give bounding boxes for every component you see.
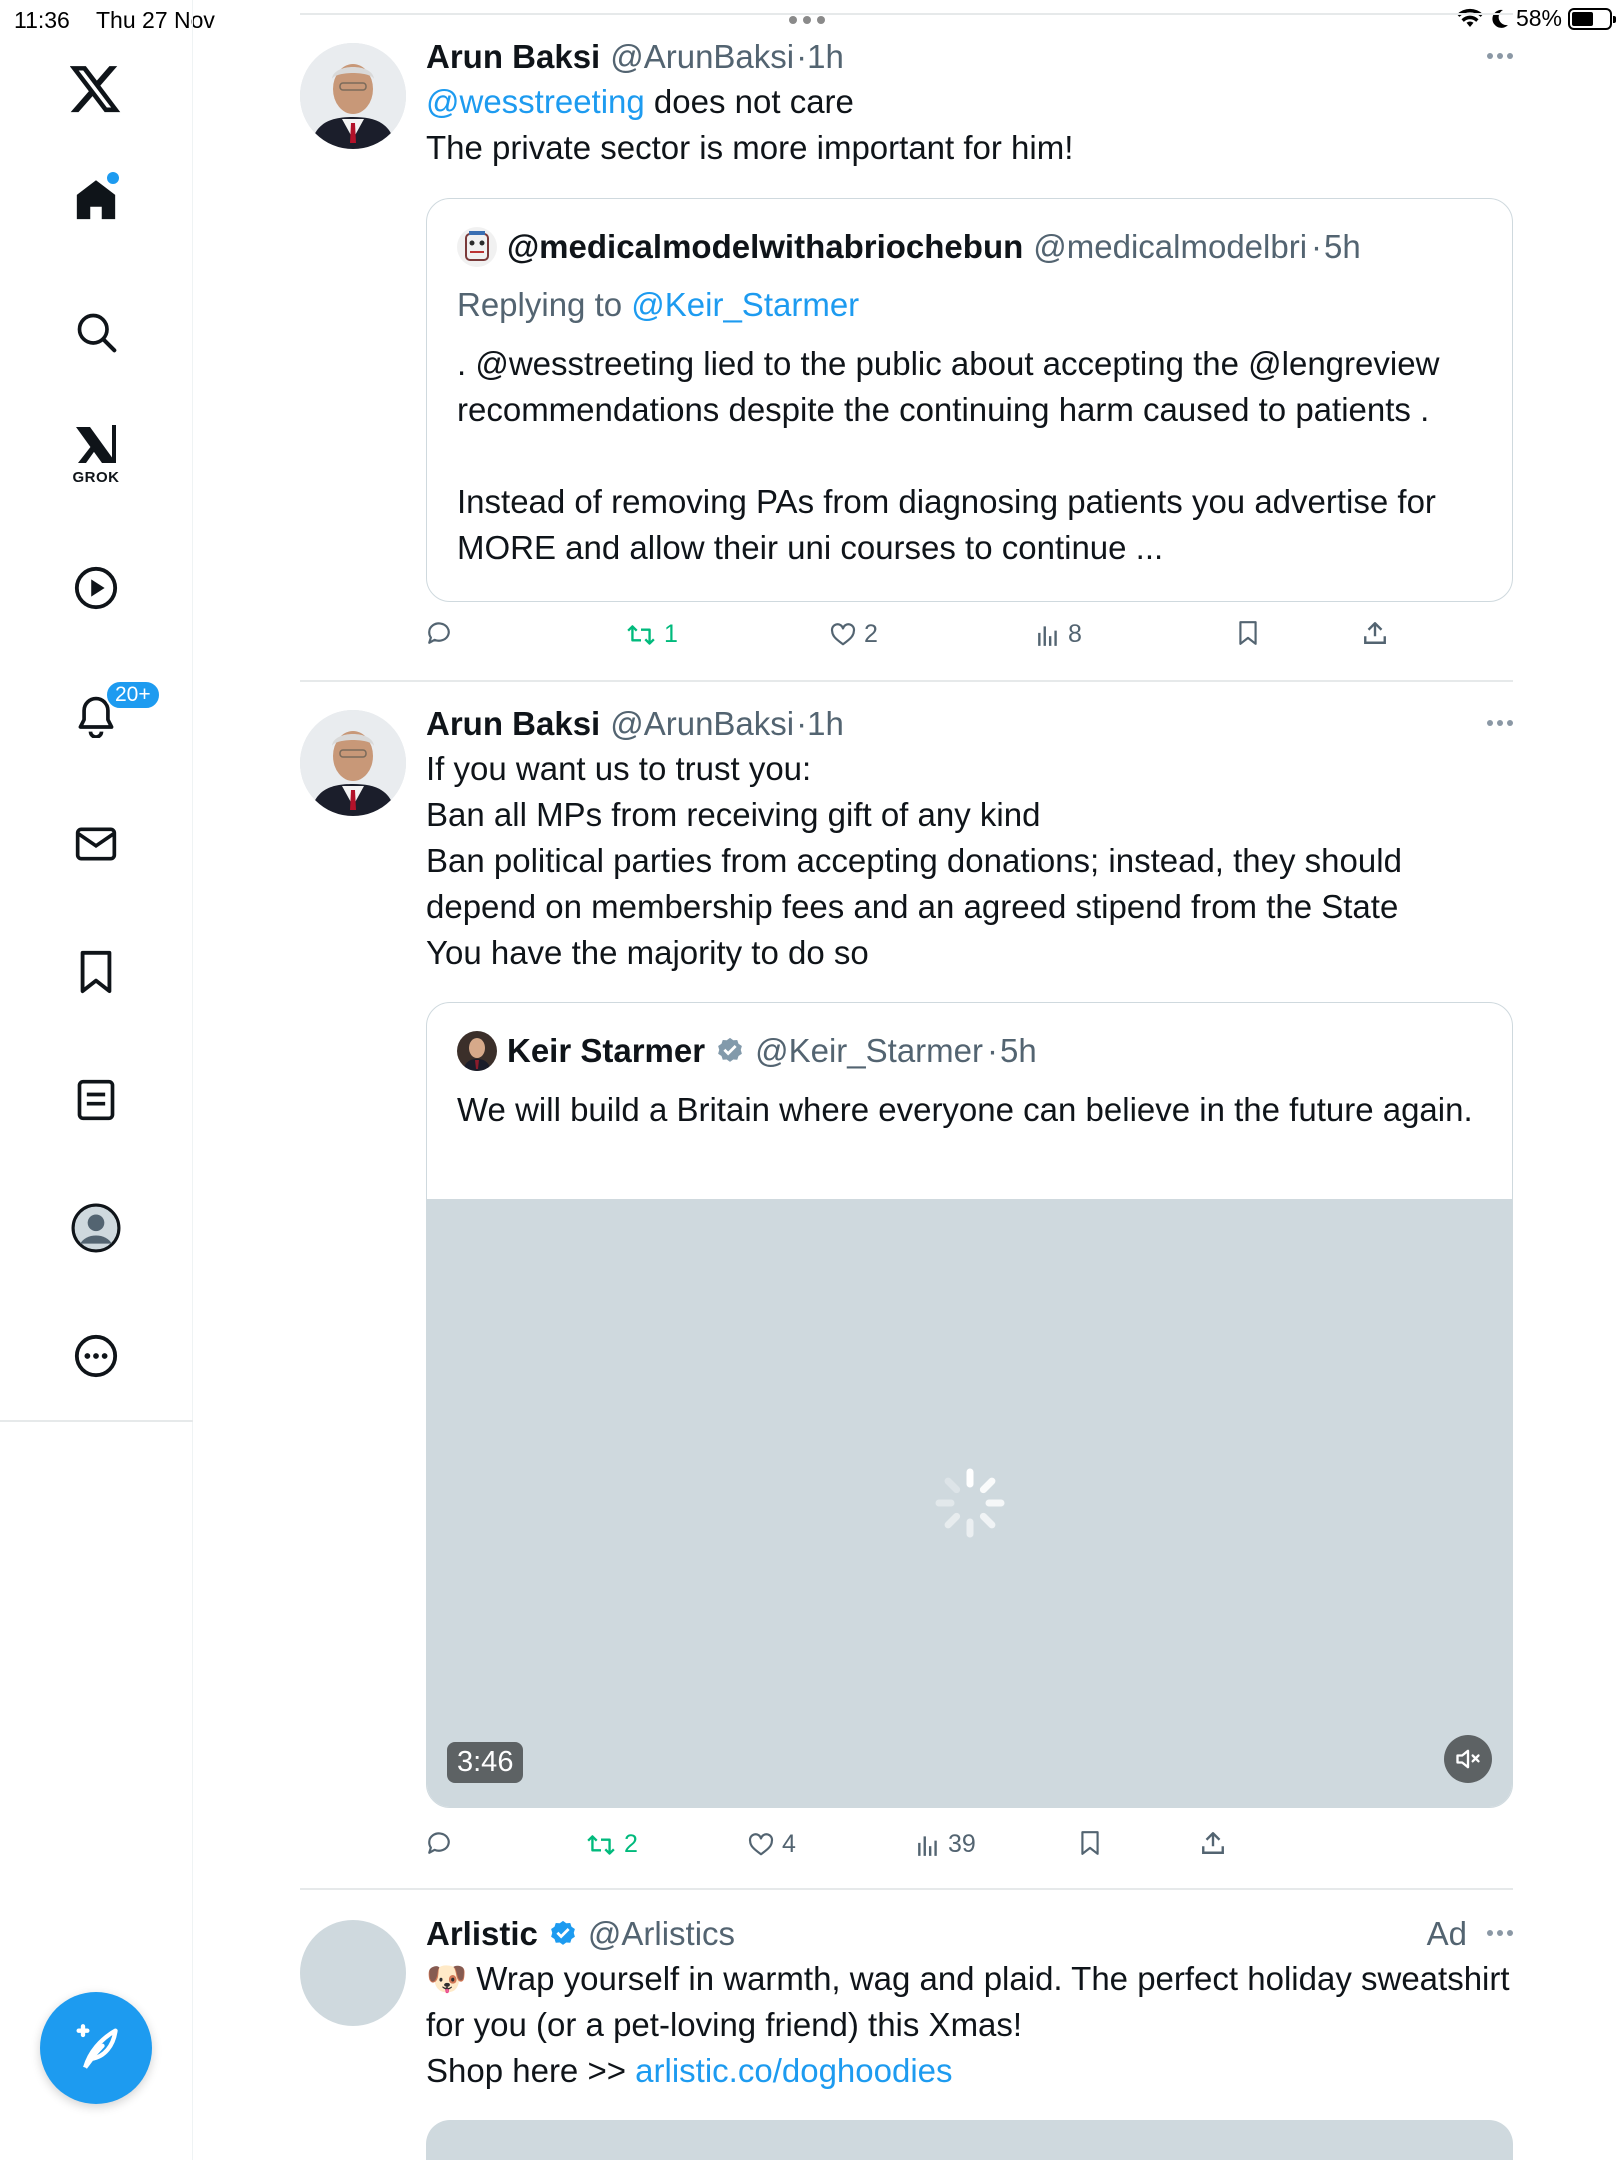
grok-icon [72,423,120,467]
sidebar-item-notifications[interactable] [56,676,151,756]
sidebar-item-bookmarks[interactable] [56,932,136,1012]
heart-icon [748,1832,774,1858]
tweet-header [426,1912,1513,1956]
views-button[interactable] [916,1830,976,1859]
reply-button[interactable] [426,620,460,646]
video-duration: 3:46 [447,1742,523,1783]
video-player[interactable] [427,1199,1512,1807]
tweet-separator [300,680,1513,682]
bookmark-button[interactable] [1236,620,1260,646]
like-count: 2 [864,620,878,648]
tweet-text-part: does not care [644,83,854,120]
tweet-text-line: The private sector is more important for him! [426,129,1074,166]
sidebar-item-profile[interactable] [56,1188,136,1268]
compose-button[interactable] [40,1992,152,2104]
views-chart-icon [1036,622,1060,648]
views-chart-icon [916,1832,940,1858]
status-indicators [1456,5,1612,32]
x-logo-icon[interactable] [56,50,136,130]
feed-top-border [300,13,1513,15]
views-button[interactable] [1036,620,1082,649]
sidebar-divider [0,1420,193,1422]
list-icon [75,1078,117,1122]
views-count: 8 [1068,620,1082,648]
home-unread-dot [107,172,119,184]
tweet[interactable] [300,35,1513,675]
avatar[interactable] [300,43,406,149]
sidebar-item-search[interactable] [56,292,136,372]
quote-author-handle: @Keir_Starmer [755,1032,983,1069]
mail-icon [74,822,118,866]
repost-count: 1 [664,620,678,648]
sidebar-item-video[interactable] [56,548,136,628]
avatar[interactable] [300,710,406,816]
tweet-text-line: Ban all MPs from receiving gift of any kind [426,796,1041,833]
timestamp[interactable]: 1h [807,38,844,75]
tweet-text-line: You have the majority to do so [426,934,869,971]
verified-badge-icon [715,1036,745,1066]
profile-avatar-icon [71,1203,121,1253]
verified-badge-icon [548,1919,578,1949]
quote-text-p1: . @wesstreeting lied to the public about accepting the @lengreview recommendations despite the continuing harm caused to patients . [457,345,1440,428]
ad-label: Ad [1426,1915,1467,1952]
tweet-actions [426,1830,1513,1870]
repost-button[interactable] [626,620,678,649]
more-options-icon[interactable] [1487,53,1513,59]
repost-icon [626,622,656,648]
mute-button[interactable] [1444,1735,1492,1783]
tweet-text-part: Wrap yourself in warmth, wag and plaid. The perfect holiday sweatshirt for you (or a pet-loving friend) this Xmas! [426,1960,1510,2043]
author-handle[interactable]: @ArunBaksi [610,705,795,742]
grok-label: GROK [72,468,120,486]
reply-icon [426,620,452,646]
quote-timestamp-sep: · [987,1032,998,1069]
tweet-text [426,746,1513,976]
battery-icon [1568,8,1612,30]
tweet-text [426,79,1513,171]
replying-to [457,283,1482,327]
author-name[interactable]: Arlistic [426,1915,538,1952]
ad-media[interactable] [426,2120,1513,2160]
timestamp-sep: · [796,705,808,742]
reply-button[interactable] [426,1830,460,1856]
tweet-ad[interactable] [300,1912,1513,2160]
share-button[interactable] [1200,1830,1226,1856]
sidebar-item-more[interactable] [56,1316,136,1396]
shop-link[interactable]: arlistic.co/doghoodies [635,2052,953,2089]
compose-feather-icon [70,2022,122,2074]
author-handle[interactable]: @Arlistics [587,1915,736,1952]
quote-header [457,1029,1482,1073]
quote-author-name: Keir Starmer [507,1032,706,1069]
moon-icon [1490,8,1510,30]
views-count: 39 [948,1830,976,1858]
replying-prefix: Replying to [457,286,632,323]
quote-tweet[interactable] [426,1002,1513,1808]
battery-percent: 58% [1515,5,1562,31]
more-options-icon[interactable] [1487,720,1513,726]
notifications-badge: 20+ [105,680,161,710]
like-button[interactable] [830,620,878,649]
quote-author-handle: @medicalmodelbri [1033,228,1308,265]
author-photo [300,710,406,816]
loading-spinner-icon [933,1466,1007,1540]
sidebar-item-lists[interactable] [56,1060,136,1140]
sidebar-item-home[interactable] [56,160,136,240]
more-options-icon[interactable] [1487,1930,1513,1936]
sidebar-item-messages[interactable] [56,804,136,884]
shop-prefix: Shop here >> [426,2052,636,2089]
wifi-icon [1456,8,1484,30]
tweet-actions [426,620,1513,660]
timestamp[interactable]: 1h [807,705,844,742]
reply-icon [426,1830,452,1856]
sidebar-item-grok[interactable] [56,414,136,494]
heart-icon [830,622,856,648]
repost-button[interactable] [586,1830,638,1859]
tweet-header [426,35,1513,79]
quote-author-name: @medicalmodelwithabriochebun [507,228,1024,265]
quote-timestamp-sep: · [1311,228,1323,265]
tweet-text-line: If you want us to trust you: [426,750,812,787]
like-button[interactable] [748,1830,796,1859]
author-photo [300,43,406,149]
play-circle-icon [73,565,119,611]
timestamp-sep: · [796,38,808,75]
author-name[interactable]: Arun Baksi [426,705,601,742]
status-bar [0,0,1620,40]
sidebar [0,0,193,2160]
repost-icon [586,1832,616,1858]
replying-to-link[interactable]: @Keir_Starmer [631,286,860,323]
quote-timestamp: 5h [1000,1032,1037,1069]
mention-link[interactable]: @wesstreeting [426,83,645,120]
share-button[interactable] [1362,620,1388,646]
quote-avatar [457,1031,497,1071]
tweet-text [426,1956,1513,2094]
bookmark-icon [1078,1830,1102,1856]
quote-header [457,225,1482,269]
tweet-text-line: Ban political parties from accepting donations; instead, they should depend on membership fees and an agreed stipend from the State [426,842,1402,925]
avatar[interactable] [300,1920,406,2026]
quote-avatar [457,227,497,267]
bookmark-icon [1236,620,1260,646]
more-circle-icon [73,1333,119,1379]
quote-text-p2: Instead of removing PAs from diagnosing patients you advertise for MORE and allow their uni courses to continue ... [457,483,1436,566]
tweet[interactable] [300,702,1513,1882]
tweet-header [426,702,1513,746]
search-icon [74,310,118,354]
author-handle[interactable]: @ArunBaksi [610,38,795,75]
tweet-separator [300,1888,1513,1890]
like-count: 4 [782,1830,796,1858]
quote-tweet[interactable] [426,198,1513,602]
dog-emoji: 🐶 [426,1960,468,1997]
author-name[interactable]: Arun Baksi [426,38,601,75]
share-icon [1200,1830,1226,1856]
status-date: Thu 27 Nov [96,7,215,33]
multitasking-dots[interactable] [789,16,825,24]
bookmark-button[interactable] [1078,1830,1102,1856]
speaker-muted-icon [1454,1745,1482,1773]
quote-text: We will build a Britain where everyone can believe in the future again. [457,1091,1473,1128]
repost-count: 2 [624,1830,638,1858]
status-time: 11:36 [14,7,70,33]
bookmark-icon [76,949,116,995]
quote-timestamp: 5h [1324,228,1361,265]
share-icon [1362,620,1388,646]
